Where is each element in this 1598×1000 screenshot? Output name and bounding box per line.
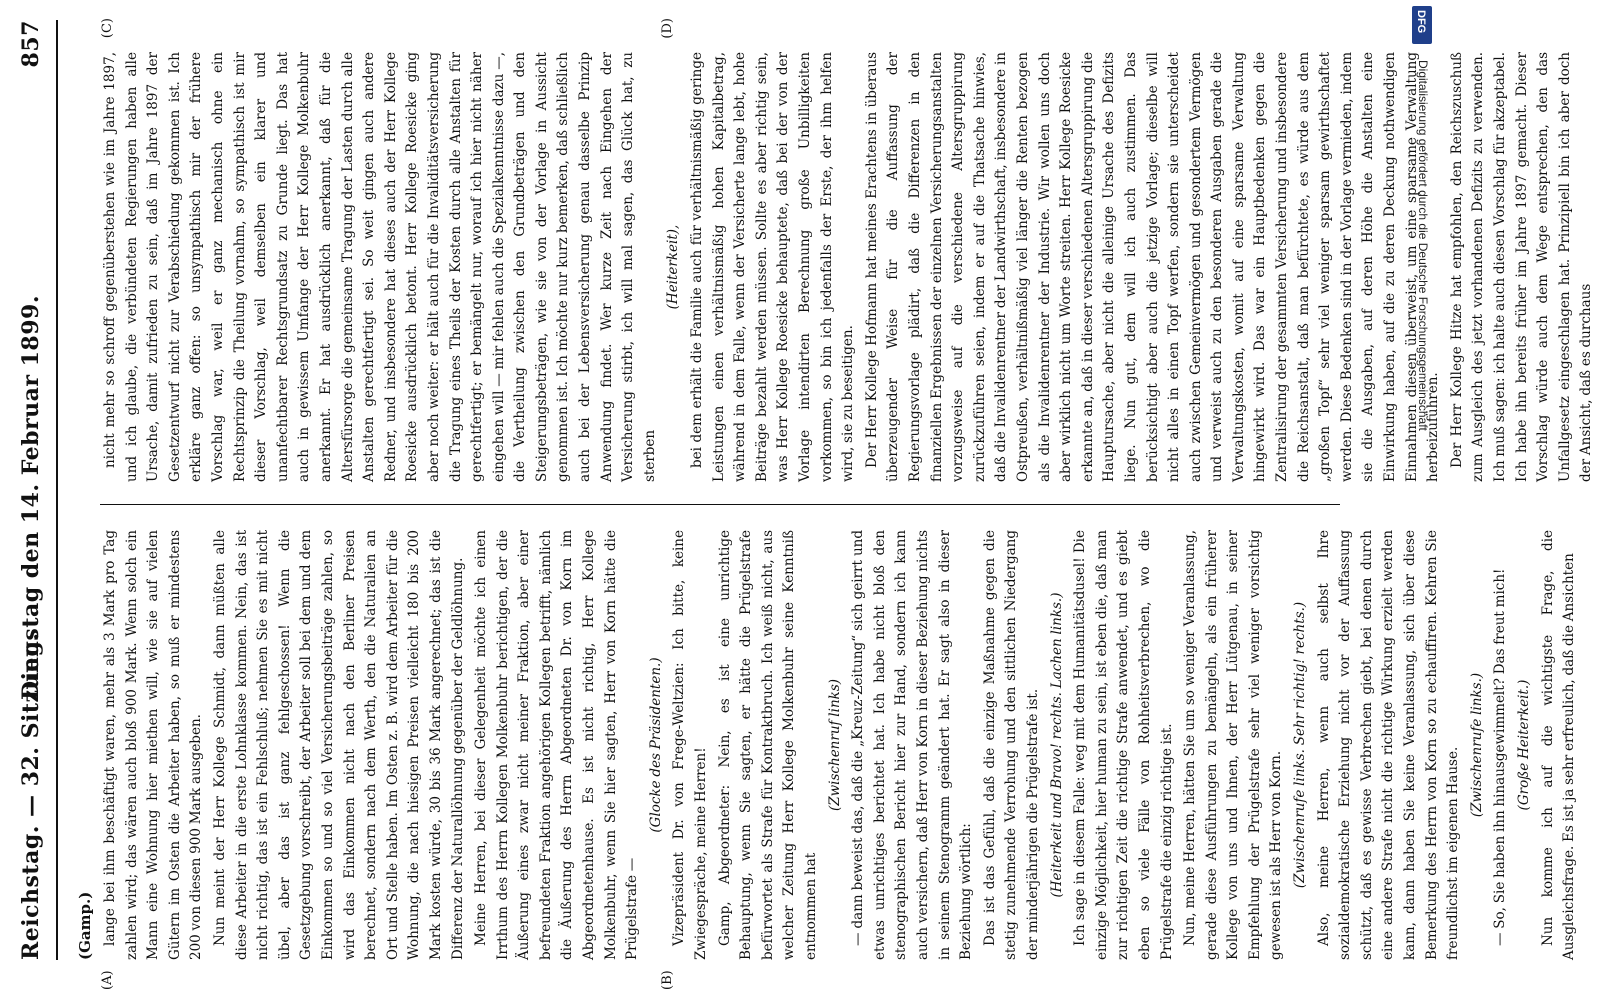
column-divider (100, 504, 1340, 505)
dfg-logo-text: DFG (1415, 10, 1427, 34)
paragraph: Meine Herren, bei dieser Gelegenheit möchte ich einen Irrthum des Herrn Kollegen Molkenbuhr berichtigen, der die Äußerung eines zwar nicht meiner Fraktion, aber einer befreundeten Fraktion angehörigen Kollegen betrifft, nämlich die Äußerung des Herrn Abgeordneten Dr. von Korn im Abgeordnetenhause. Es ist nicht richtig, Herr Kollege Molkenbuhr, wenn Sie hier sagten, Herr von Korn hätte die Prügelstrafe — (473, 530, 641, 960)
running-head-left: Reichstag. — 32. Sitzung. (18, 632, 44, 960)
paragraph: Nun komme ich auf die wichtigste Frage, die Ausgleichsfrage. Es ist ja sehr erfreulich, daß die Ansichten (1539, 530, 1578, 960)
paragraph: Nun, meine Herren, hätten Sie um so weniger Veranlassung, gerade diese Ausführungen zu bemängeln, als ein früherer Kollege von uns und Ihnen, der Herr Lütgenau, in seiner Empfehlung der Prügelstrafe sehr viel weniger vorsichtig gewesen ist als Herr von Korn. (1182, 530, 1285, 960)
interjection: (Zwischenrufe links.) (1468, 672, 1485, 818)
paragraph: Also, meine Herren, wenn auch selbst Ihre sozialdemokratische Erziehung nicht vor der Auffassung schützt, daß es gewisse Verbrechen giebt, bei denen durch eine andere Strafe nicht die richtige Wirkung erzielt werden kann, dann haben Sie keine Veranlassung, sich über diese Bemerkung des Herrn von Korn so zu echauffiren. Kehren Sie freundlichst im eigenen Hause. (1315, 530, 1462, 960)
interjection: (Heiterkeit), (665, 224, 682, 310)
header-rule (56, 20, 58, 960)
paragraph: Nun meint der Herr Kollege Schmidt, dann müßten alle diese Arbeiter in die erste Lohnklasse kommen. Nein, das ist nicht richtig, das ist ein Fehlschluß; nehmen Sie es mit nicht übel, aber das ist ganz fehlgeschossen! Wenn die Gesetzgebung vorschreibt, der Arbeiter soll bei dem und dem Einkommen so und so viel Versicherungsbeiträge zahlen, so wird das Einkommen nicht nach den Berliner Preisen berechnet, sondern nach dem Werth, den die Naturalien an Ort und Stelle haben. Im Osten z. B. wird dem Arbeiter für die Wohnung, die nach hiesigen Preisen vielleicht 180 bis 200 Mark kosten würde, 30 bis 36 Mark angerechnet; das ist die Differenz der Naturallöhnung gegenüber der Geldlöhnung. (211, 530, 466, 960)
page-number: 857 (18, 20, 44, 68)
interjection: (Glocke des Präsidenten.) (647, 657, 664, 833)
interjection: (Zwischenruf links) (826, 678, 843, 812)
paragraph: — So, Sie haben ihn hinausgewimmelt? Das freut mich! (1492, 568, 1509, 946)
paragraph: lange bei ihm beschäftigt waren, mehr als 3 Mark pro Tag zahlen wird; das wären auch bloß 900 Mark. Wenn solch ein Mann eine Wohnung hier miethen will, wie sie auf vielen Gütern im Osten die Arbeiter haben, so muß er mindestens 200 von diesen 900 Mark ausgeben. (102, 530, 205, 960)
paragraph: Gamp, Abgeordneter: Nein, es ist eine unrichtige Behauptung, wenn Sie sagten, er hätte die Prügelstrafe befürwortet als Strafe für Kontraktbruch. Ich weiß nicht, aus welcher Zeitung Herr Kollege Molkenbuhr seine Kenntniß entnommen hat (716, 530, 819, 960)
paragraph: bei dem erhält die Familie auch für verhältnismäßig geringe Leistungen einen verhältnismäßig hohen Kapitalbetrag, während in dem Falle, wenn der Versicherte lange lebt, hohe Beiträge bezahlt werden müssen. Sollte es aber richtig sein, was Herr Kollege Roesicke behauptete, daß bei der von der Vorlage intendirten Berechnung große Unbilligkeiten vorkommen, so bin ich jedenfalls der Erste, der ihm helfen wird, sie zu beseitigen. (689, 52, 857, 482)
column-left-text (100, 530, 1578, 960)
paragraph: nicht mehr so schroff gegenüberstehen wie im Jahre 1897, und ich glaube, die verbündeten Regierungen haben alle Ursache, damit zufrieden zu sein, daß im Jahre 1897 der Gesetzentwurf nicht zur Verabschiedung gekommen ist. Ich erkläre ganz offen: so unsympathisch mir der frühere Vorschlag war, weil er ganz mechanisch ohne ein Rechtsprinzip die Theilung vornahm, so sympathisch ist mir dieser Vorschlag, weil demselben ein klarer und unanfechtbarer Rechtsgrundsatz zu Grunde liegt. Das hat auch in gewissem Umfange der Herr Kollege Molkenbuhr anerkannt. Er hat ausdrücklich anerkannt, daß für die Altersfürsorge die gemeinsame Tragung der Lasten durch alle Anstalten gerechtfertigt sei. So weit gingen auch andere Redner, und insbesondere hat dieses auch der Herr Kollege Roesicke ausdrücklich betont. Herr Kollege Roesicke ging aber noch weiter: er hält auch für die Invaliditätsversicherung die Tragung eines Theils der Kosten durch alle Anstalten für gerechtfertigt; er bemängelt nur, worauf ich hier nicht näher eingehen will — mir fehlen auch die Spezialkenntnisse dazu —, die Vertheilung zwischen den Grundbeträgen und den Steigerungsbeträgen, wie sie von der Vorlage in Aussicht genommen ist. Ich möchte nur kurz bemerken, daß schließlich auch bei der Lebensversicherung genau dasselbe Prinzip Anwendung findet. Wer kurze Zeit nach Eingehen der Versicherung stirbt, ich will mal sagen, das Glück hat, zu sterben (102, 52, 658, 482)
interjection: (Zwischenrufe links. Sehr richtig! rechts.) (1292, 601, 1309, 889)
running-head-date: Dienstag den 14. Februar 1899. (18, 294, 44, 700)
paragraph: Ich sage in diesem Falle: weg mit dem Humanitätsdusel! Die einzige Möglichkeit, hier human zu sein, ist eben die, daß man zur richtigen Zeit die richtige Strafe anwendet, und es giebt eben so viele Fälle von Rohheitsverbrechen, wo die Prügelstrafe die einzig richtige ist. (1072, 530, 1175, 960)
margin-marker-c: (C) (100, 18, 115, 39)
margin-marker-b: (B) (660, 970, 675, 990)
interjection: (Heiterkeit und Bravo! rechts. Lachen links.) (1048, 592, 1065, 898)
paragraph: Der Herr Kollege Hofmann hat meines Erachtens in überaus überzeugender Weise für die Auffassung der Regierungsvorlage plädirt, daß die Differenzen in den finanziellen Ergebnissen der einzelnen Versicherungsanstalten vorzugsweise auf die verschiedene Altersgruppirung zurückzuführen seien, indem er auf die Thatsache hinwies, daß die Invalidenrentner der Landwirthschaft, insbesondere in Ostpreußen, verhältnißmäßig viel länger die Renten bezogen als die Invalidenrentner der Industrie. Wir wollen uns doch aber wirklich nicht um Worte streiten. Herr Kollege Roesicke erkannte an, daß in dieser verschiedenen Altersgruppirung die Hauptursache, aber nicht die alleinige Ursache des Defizits liege. Nun gut, dem will ich auch zustimmen. Das berücksichtigt aber auch die jetzige Vorlage; dieselbe will nicht alles in einen Topf werfen, sondern sie unterscheidet auch zwischen Gemeinvermögen und gesondertem Vermögen und verweist auch zu den besonderen Ausgaben gerade die Verwaltungskosten, womit auf eine sparsame Verwaltung hingewirkt wird. Das war ein Hauptbedenken gegen die Zentralisirung der gesammten Versicherung und insbesondere die Reichsanstalt, daß man befürchtete, es würde aus dem „großen Topf“ sehr viel weniger sparsam gewirthschaftet werden. Diese Bedenken sind in der Vorlage vermieden, indem sie die Ausgaben, auf deren Höhe die Anstalten eine Einwirkung haben, auf die zu deren Deckung nothwendigen Einnahmen diesen überweist, um eine sparsame Verwaltung herbeizuführen. (863, 52, 1442, 482)
speaker-tag: (Gamp.) (76, 891, 94, 960)
digitization-credit-text: Digitalisierung gefördert durch die Deutsche Forschungsgemeinschaft (1416, 60, 1430, 431)
paragraph: Vizepräsident Dr. von Frege-Weltzien: Ich bitte, keine Zwiegespräche, meine Herren! (671, 530, 710, 960)
digitization-credit (1408, 60, 1432, 820)
quotation: Das ist das Gefühl, daß die einzige Maßnahme gegen die stetig zunehmende Verrohung und den sittlichen Niedergang der minderjährigen die Prügelstrafe ist. (981, 530, 1041, 960)
column-left (100, 530, 1578, 990)
interjection: (Große Heiterkeit.) (1516, 679, 1532, 811)
margin-marker-a: (A) (100, 970, 115, 990)
running-head (14, 20, 72, 960)
paragraph: — dann beweist das, daß die „Kreuz-Zeitung“ sich geirrt und etwas unrichtiges berichtet hat. Ich habe nicht bloß den stenographischen Bericht hier zur Hand, sondern ich kann auch versichern, daß Herr von Korn in dieser Beziehung nichts in seinem Stenogramm geändert hat. Er sagt also in dieser Beziehung wörtlich: (850, 530, 975, 960)
margin-marker-d: (D) (660, 18, 675, 39)
dfg-logo (1412, 6, 1432, 44)
paragraph: Der Herr Kollege Hitze hat empfohlen, den Reichszuschuß zum Ausgleich des jetzt vorhandenen Defizits zu verwenden. Ich muß sagen: ich halte auch diesen Vorschlag für akzeptabel. Ich habe ihn bereits früher im Jahre 1897 gemacht. Dieser Vorschlag würde auch dem Wege entsprechen, den das Unfallgesetz eingeschlagen hat. Prinzipiell bin ich aber doch der Ansicht, daß es durchaus (1448, 52, 1595, 482)
